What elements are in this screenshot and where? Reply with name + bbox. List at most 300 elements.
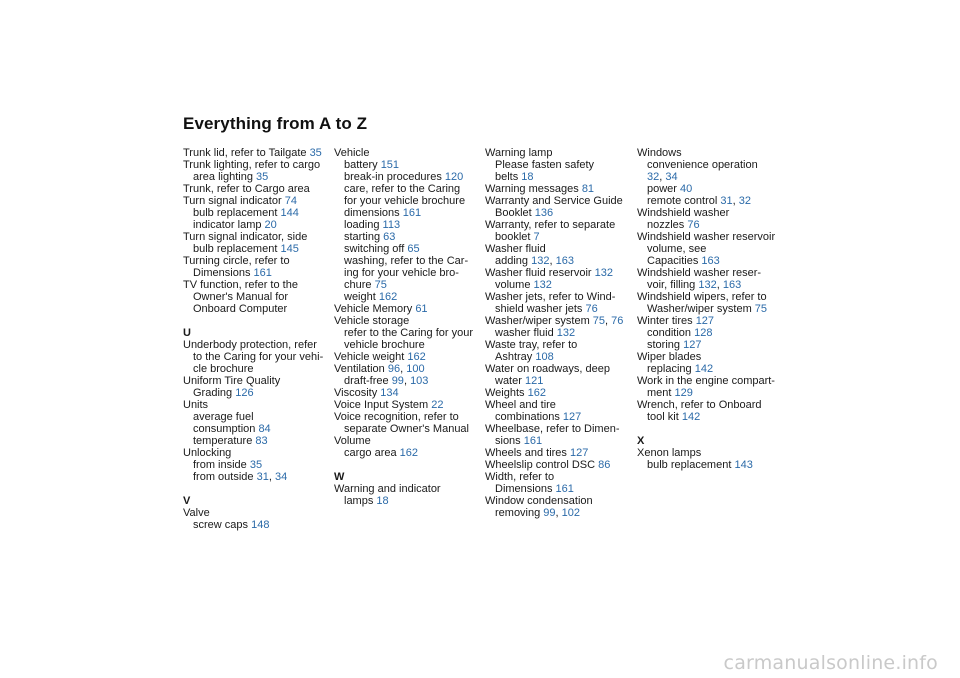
section-letter [183, 327, 333, 339]
page-link[interactable]: 96 [387, 363, 401, 375]
entry-text: Valve [183, 507, 210, 519]
index-subentry [334, 423, 484, 435]
page-link[interactable]: 127 [683, 339, 702, 351]
index-subentry [183, 363, 333, 375]
index-subentry [637, 255, 787, 267]
page-link[interactable]: 32 [738, 195, 751, 207]
index-entry [334, 387, 484, 399]
section-gap [183, 483, 333, 495]
entry-text: bulb replacement [193, 207, 281, 219]
entry-text: Washer fluid reservoir [485, 267, 595, 279]
entry-text: cargo area [344, 447, 400, 459]
index-entry [485, 495, 635, 507]
page-link[interactable]: 35 [309, 147, 322, 159]
page-link[interactable]: 163 [555, 255, 574, 267]
index-subentry: remote control 31, 32 [647, 195, 751, 207]
index-subentry [334, 447, 484, 459]
entry-text: Vehicle [334, 147, 370, 159]
index-subentry [485, 327, 635, 339]
index-entry [485, 459, 635, 471]
entry-text: from outside [193, 471, 257, 483]
section-letter [334, 471, 484, 483]
index-entry: Washer/wiper system 75, 76 [485, 315, 624, 327]
page-link[interactable]: 108 [535, 351, 554, 363]
index-subentry [183, 219, 333, 231]
index-entry [485, 399, 635, 411]
page-link[interactable]: 18 [376, 495, 389, 507]
index-subentry [334, 231, 484, 243]
section-gap [334, 459, 484, 471]
entry-text: ing for your vehicle bro- [344, 267, 459, 279]
page-link[interactable]: 162 [378, 291, 398, 303]
entry-text: Wheels and tires [485, 447, 570, 459]
index-entry [334, 435, 484, 447]
entry-text: separate Owner's Manual [344, 423, 469, 435]
index-entry [183, 279, 333, 291]
page-link[interactable]: 99 [391, 375, 404, 387]
index-subentry [334, 195, 484, 207]
index-entry [637, 447, 787, 459]
page-link[interactable]: 134 [380, 387, 399, 399]
watermark-text: carmanualsonline.info [723, 652, 938, 674]
index-subentry [183, 351, 333, 363]
entry-text: Warning lamp [485, 147, 553, 159]
index-subentry [334, 207, 484, 219]
index-subentry: removing 99, 102 [495, 507, 581, 519]
index-subentry [334, 183, 484, 195]
entry-text: water [495, 375, 525, 387]
page-link[interactable]: 127 [695, 315, 715, 327]
entry-text: temperature [193, 435, 256, 447]
entry-text: Vehicle storage [334, 315, 410, 327]
entry-text: combinations [495, 411, 563, 423]
index-entry [637, 207, 787, 219]
index-subentry: 32, 34 [647, 171, 678, 183]
entry-text: Vehicle Memory [334, 303, 416, 315]
entry-text: Weights [485, 387, 528, 399]
index-subentry: draft-free 99, 103 [344, 375, 429, 387]
index-entry [637, 267, 787, 279]
index-entry [183, 183, 333, 195]
entry-text: Windshield wipers, refer to [637, 291, 767, 303]
page-link[interactable]: 74 [284, 195, 297, 207]
entry-text: replacing [647, 363, 695, 375]
page-link[interactable]: 34 [274, 471, 288, 483]
page-link[interactable]: 84 [258, 423, 271, 435]
page-link[interactable]: 75 [374, 279, 387, 291]
index-subentry [485, 351, 635, 363]
entry-text: Unlocking [183, 447, 232, 459]
index-subentry [334, 159, 484, 171]
index-entry [334, 483, 484, 495]
entry-text: Voice recognition, refer to [334, 411, 459, 423]
index-column-4 [637, 147, 787, 471]
entry-text: Capacities [647, 255, 702, 267]
index-subentry [334, 291, 484, 303]
entry-text: Window condensation [485, 495, 593, 507]
entry-text: Onboard Computer [193, 303, 288, 315]
index-entry [183, 147, 333, 159]
page-link[interactable]: 40 [680, 183, 693, 195]
page-link[interactable]: 22 [431, 399, 444, 411]
index-entry [485, 363, 635, 375]
entry-text: condition [647, 327, 695, 339]
page-link[interactable]: 161 [555, 483, 574, 495]
entry-text: Washer jets, refer to Wind- [485, 291, 616, 303]
page-link[interactable]: 136 [534, 207, 554, 219]
page-link[interactable]: 144 [280, 207, 299, 219]
entry-text: power [647, 183, 681, 195]
entry-text: draft-free [344, 375, 392, 387]
index-subentry [485, 231, 635, 243]
entry-text: area lighting [193, 171, 256, 183]
index-subentry: voir, filling 132, 163 [647, 279, 742, 291]
entry-text: refer to the Caring for your [344, 327, 474, 339]
entry-text: Windshield washer reser- [637, 267, 762, 279]
page-link[interactable]: 20 [264, 219, 277, 231]
entry-text: bulb replacement [647, 459, 735, 471]
index-subentry [334, 267, 484, 279]
entry-text: sions [495, 435, 524, 447]
index-subentry [637, 183, 787, 195]
page-link[interactable]: 76 [611, 315, 624, 327]
page-link[interactable]: 100 [406, 363, 425, 375]
index-entry [485, 195, 635, 207]
index-subentry [485, 159, 635, 171]
entry-text: battery [344, 159, 381, 171]
index-subentry [334, 255, 484, 267]
index-entry [183, 159, 333, 171]
index-entry [637, 147, 787, 159]
index-subentry [183, 435, 333, 447]
page-link[interactable]: 75 [592, 315, 606, 327]
entry-text: Ashtray [495, 351, 536, 363]
page-link[interactable]: 35 [256, 171, 269, 183]
page-link[interactable]: 162 [399, 447, 419, 459]
entry-text: Winter tires [637, 315, 696, 327]
index-entry: Ventilation 96, 100 [334, 363, 425, 375]
index-subentry: from outside 31, 34 [193, 471, 288, 483]
index-subentry [183, 243, 333, 255]
entry-text: dimensions [344, 207, 403, 219]
entry-text: Washer/wiper system [647, 303, 755, 315]
entry-text: break-in procedures [344, 171, 445, 183]
entry-text: Dimensions [495, 483, 556, 495]
entry-text: indicator lamp [193, 219, 265, 231]
index-entry [637, 375, 787, 387]
page-link[interactable]: 142 [694, 363, 714, 375]
entry-text: starting [344, 231, 384, 243]
page-link[interactable]: 151 [380, 159, 400, 171]
entry-text: from inside [193, 459, 250, 471]
entry-text: Ventilation [334, 363, 388, 375]
page-link[interactable]: 99 [543, 507, 556, 519]
entry-text: tool kit [647, 411, 682, 423]
entry-text: TV function, refer to the [183, 279, 298, 291]
index-subentry [485, 279, 635, 291]
entry-text: Owner's Manual for [193, 291, 289, 303]
page-link[interactable]: 34 [665, 171, 678, 183]
index-subentry [183, 303, 333, 315]
index-subentry [183, 387, 333, 399]
section-letter [637, 435, 787, 447]
entry-text: shield washer jets [495, 303, 586, 315]
entry-text: Uniform Tire Quality [183, 375, 281, 387]
entry-text: Washer/wiper system [485, 315, 593, 327]
page-link[interactable]: 143 [734, 459, 753, 471]
page-link[interactable]: 102 [561, 507, 581, 519]
index-subentry: adding 132, 163 [495, 255, 574, 267]
index-column-1 [183, 147, 333, 531]
index-subentry [183, 411, 333, 423]
page-link[interactable]: 35 [249, 459, 263, 471]
entry-text: Windshield washer reservoir [637, 231, 776, 243]
index-subentry [183, 291, 333, 303]
page-link[interactable]: 161 [402, 207, 422, 219]
page-link[interactable]: 132 [698, 279, 717, 291]
entry-text: volume [495, 279, 534, 291]
index-subentry [183, 423, 333, 435]
entry-text: Wrench, refer to Onboard [637, 399, 762, 411]
entry-text: Wheelbase, refer to Dimen- [485, 423, 620, 435]
index-entry [485, 423, 635, 435]
entry-text: Turn signal indicator [183, 195, 285, 207]
entry-text: voir, filling [647, 279, 699, 291]
index-entry [485, 243, 635, 255]
entry-text: Trunk lighting, refer to cargo [183, 159, 321, 171]
entry-text: volume, see [647, 243, 707, 255]
index-subentry [183, 171, 333, 183]
entry-text: washing, refer to the Car- [344, 255, 469, 267]
index-subentry [334, 219, 484, 231]
index-subentry [637, 327, 787, 339]
entry-text: Underbody protection, refer [183, 339, 317, 351]
page-link[interactable]: 161 [523, 435, 543, 447]
entry-text: lamps [344, 495, 377, 507]
page-link[interactable]: 86 [598, 459, 611, 471]
page-link[interactable]: 132 [533, 279, 552, 291]
index-subentry [485, 375, 635, 387]
page-link[interactable]: 83 [255, 435, 268, 447]
section-gap [183, 315, 333, 327]
entry-text: Work in the engine compart- [637, 375, 775, 387]
index-subentry [637, 411, 787, 423]
index-entry [183, 507, 333, 519]
index-subentry [485, 303, 635, 315]
entry-text: Wheel and tire [485, 399, 556, 411]
page-link[interactable]: 32 [647, 171, 660, 183]
entry-text: cle brochure [193, 363, 254, 375]
index-entry [334, 147, 484, 159]
entry-text: vehicle brochure [344, 339, 425, 351]
page-link[interactable]: 162 [527, 387, 546, 399]
index-entry [485, 471, 635, 483]
page-link[interactable]: 163 [722, 279, 742, 291]
entry-text: average fuel [193, 411, 254, 423]
page-link[interactable]: 132 [556, 327, 576, 339]
index-subentry [637, 363, 787, 375]
page-link[interactable]: 18 [521, 171, 534, 183]
entry-text: Voice Input System [334, 399, 432, 411]
entry-text: bulb replacement [193, 243, 281, 255]
index-subentry [334, 243, 484, 255]
entry-text: Vehicle weight [334, 351, 408, 363]
page-link[interactable]: 103 [410, 375, 429, 387]
page-link[interactable]: 127 [569, 447, 589, 459]
footer [0, 650, 960, 678]
entry-text: booklet [495, 231, 534, 243]
index-entry [183, 339, 333, 351]
entry-text: ment [647, 387, 675, 399]
page-link[interactable]: 31 [720, 195, 733, 207]
entry-text: Xenon lamps [637, 447, 702, 459]
entry-text: Waste tray, refer to [485, 339, 578, 351]
page-link[interactable]: 121 [524, 375, 544, 387]
index-subentry [485, 171, 635, 183]
entry-text: remote control [647, 195, 721, 207]
entry-text: Booklet [495, 207, 535, 219]
entry-text: V [183, 495, 191, 507]
page-link[interactable]: 7 [533, 231, 540, 243]
entry-text: Turn signal indicator, side [183, 231, 308, 243]
index-subentry [637, 303, 787, 315]
index-entry [334, 399, 484, 411]
index-entry [485, 183, 635, 195]
index-entry [637, 351, 787, 363]
index-entry [485, 219, 635, 231]
index-subentry [183, 519, 333, 531]
entry-text: loading [344, 219, 383, 231]
page-link[interactable]: 75 [754, 303, 768, 315]
index-column-2 [334, 147, 484, 507]
entry-text: chure [344, 279, 375, 291]
entry-text: Warning and indicator [334, 483, 441, 495]
index-subentry [637, 339, 787, 351]
index-column-3 [485, 147, 635, 519]
index-subentry [637, 387, 787, 399]
index-subentry [334, 495, 484, 507]
page-link[interactable]: 81 [581, 183, 595, 195]
index-subentry [183, 267, 333, 279]
index-entry [485, 147, 635, 159]
entry-text: W [334, 471, 345, 483]
entry-text: to the Caring for your vehi- [193, 351, 324, 363]
page-link[interactable]: 128 [694, 327, 713, 339]
entry-text: Warning messages [485, 183, 582, 195]
section-gap [637, 423, 787, 435]
index-subentry [485, 207, 635, 219]
index-entry [485, 267, 635, 279]
page-link[interactable]: 65 [407, 243, 420, 255]
entry-text: Please fasten safety [495, 159, 595, 171]
index-entry [485, 291, 635, 303]
entry-text: Grading [193, 387, 236, 399]
page-link[interactable]: 113 [382, 219, 401, 231]
entry-text: Windows [637, 147, 682, 159]
entry-text: Warranty and Service Guide [485, 195, 623, 207]
index-subentry [183, 207, 333, 219]
entry-text: Turning circle, refer to [183, 255, 290, 267]
index-entry [334, 303, 484, 315]
index-entry [334, 411, 484, 423]
entry-text: Windshield washer [637, 207, 730, 219]
entry-text: X [637, 435, 645, 447]
entry-text: Wiper blades [637, 351, 702, 363]
index-subentry [485, 483, 635, 495]
page-link[interactable]: 132 [594, 267, 613, 279]
index-entry [183, 195, 333, 207]
page-link[interactable]: 63 [383, 231, 396, 243]
entry-text: care, refer to the Caring [344, 183, 461, 195]
index-subentry [334, 279, 484, 291]
entry-text: storing [647, 339, 684, 351]
page-link[interactable]: 120 [444, 171, 464, 183]
index-entry [637, 315, 787, 327]
entry-text: Washer fluid [485, 243, 546, 255]
entry-text: weight [344, 291, 379, 303]
page-link[interactable]: 76 [585, 303, 598, 315]
index-entry [485, 339, 635, 351]
index-subentry [334, 339, 484, 351]
page-link[interactable]: 163 [701, 255, 720, 267]
index-subentry [637, 159, 787, 171]
page-link[interactable]: 132 [531, 255, 550, 267]
entry-text: screw caps [193, 519, 252, 531]
entry-text: Dimensions [193, 267, 254, 279]
entry-text: Warranty, refer to separate [485, 219, 616, 231]
index-entry [183, 447, 333, 459]
index-entry [334, 351, 484, 363]
section-letter [183, 495, 333, 507]
page-link[interactable]: 61 [415, 303, 428, 315]
entry-text: U [183, 327, 191, 339]
entry-text: Wheelslip control DSC [485, 459, 599, 471]
page-link[interactable]: 126 [235, 387, 254, 399]
page-link[interactable]: 145 [280, 243, 299, 255]
entry-text: Volume [334, 435, 371, 447]
page-link[interactable]: 129 [674, 387, 693, 399]
index-entry [485, 387, 635, 399]
page-link[interactable]: 142 [681, 411, 701, 423]
entry-text: washer fluid [495, 327, 557, 339]
page-link[interactable]: 161 [253, 267, 272, 279]
entry-text: convenience operation [647, 159, 758, 171]
entry-text: Trunk, refer to Cargo area [183, 183, 310, 195]
page-link[interactable]: 76 [687, 219, 700, 231]
index-subentry [334, 327, 484, 339]
index-subentry [485, 411, 635, 423]
entry-text: consumption [193, 423, 259, 435]
index-entry [183, 231, 333, 243]
index-entry [485, 447, 635, 459]
index-subentry [485, 435, 635, 447]
index-entry [637, 291, 787, 303]
index-entry [637, 399, 787, 411]
entry-text: Width, refer to [485, 471, 555, 483]
page-link[interactable]: 31 [256, 471, 269, 483]
index-subentry [183, 459, 333, 471]
entry-text: removing [495, 507, 544, 519]
page-link[interactable]: 148 [251, 519, 270, 531]
index-entry [183, 375, 333, 387]
entry-text: Units [183, 399, 209, 411]
index-entry [334, 315, 484, 327]
entry-text: Trunk lid, refer to Tailgate [183, 147, 310, 159]
page-link[interactable]: 162 [407, 351, 426, 363]
page-title: Everything from A to Z [183, 114, 368, 133]
index-subentry [637, 459, 787, 471]
page-link[interactable]: 127 [562, 411, 582, 423]
